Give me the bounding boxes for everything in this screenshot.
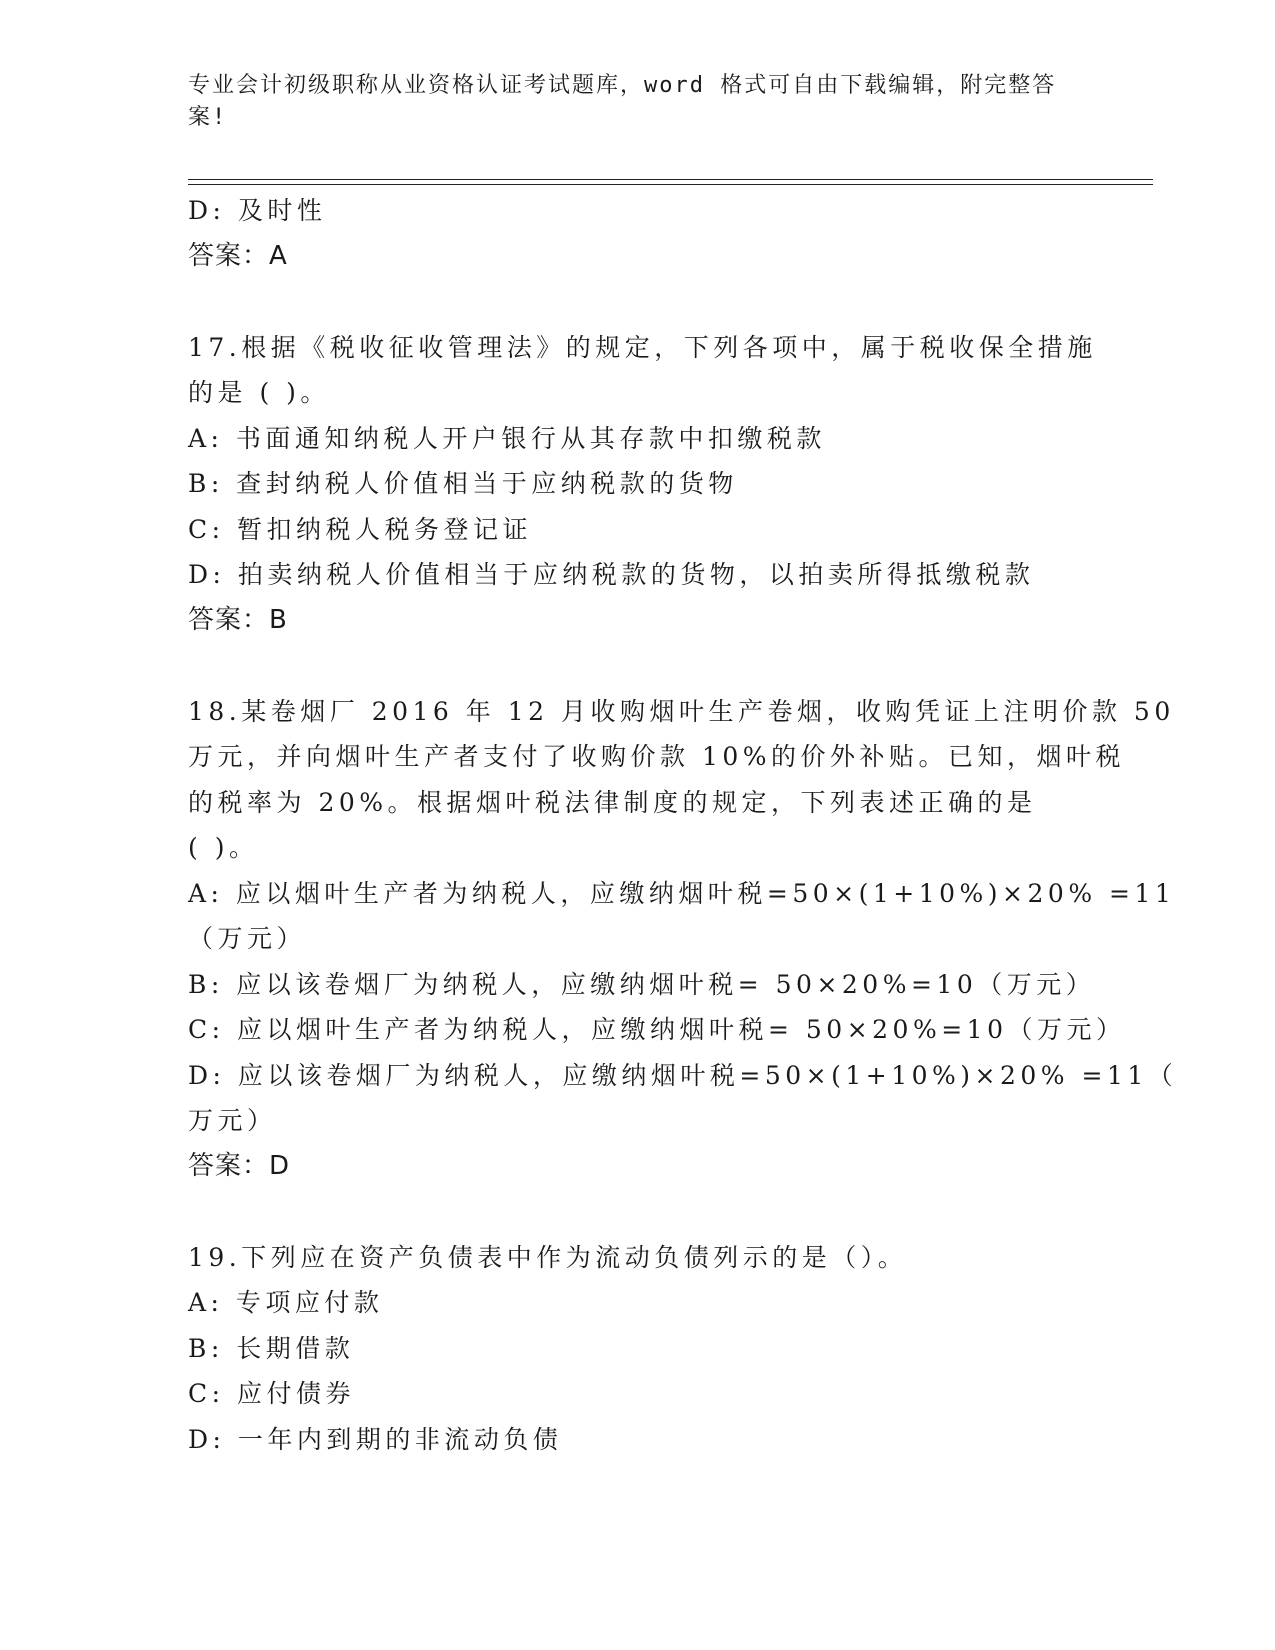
option-b: B: 长期借款 <box>188 1333 355 1363</box>
option-a: A: 专项应付款 <box>188 1288 384 1317</box>
option-a: A: 应以烟叶生产者为纳税人，应缴纳烟叶税=50×(1+10%)×20% =11 <box>188 878 1176 908</box>
document-body <box>188 188 1178 1462</box>
option-b: B: 查封纳税人价值相当于应纳税款的货物 <box>188 469 738 498</box>
question-stem: 18.某卷烟厂 2016 年 12 月收购烟叶生产卷烟，收购凭证上注明价款 50 <box>188 696 1175 726</box>
question-stem: 的是 ( )。 <box>188 378 330 407</box>
option-d: D: 拍卖纳税人价值相当于应纳税款的货物，以拍卖所得抵缴税款 <box>188 560 1035 589</box>
option-d: D: 应以该卷烟厂为纳税人，应缴纳烟叶税=50×(1+10%)×20% =11（ <box>188 1060 1178 1090</box>
question-19 <box>188 1235 1088 1463</box>
option-b: B: 应以该卷烟厂为纳税人，应缴纳烟叶税= 50×20%=10（万元） <box>188 969 1096 999</box>
option-d-continued: 万元） <box>188 1106 277 1135</box>
previous-question-tail <box>188 188 1088 279</box>
question-17 <box>188 325 1097 644</box>
page-header <box>188 70 1088 134</box>
answer-label: 答案：D <box>188 1150 291 1181</box>
option-c: C: 应付债券 <box>188 1379 355 1408</box>
question-stem: 17.根据《税收征收管理法》的规定，下列各项中，属于税收保全措施 <box>188 332 1097 362</box>
option-d: D: 一年内到期的非流动负债 <box>188 1424 563 1454</box>
question-stem: ( )。 <box>188 833 259 862</box>
option-a: A: 书面通知纳税人开户银行从其存款中扣缴税款 <box>188 423 826 453</box>
spacer <box>188 643 1088 689</box>
question-stem: 19.下列应在资产负债表中作为流动负债列示的是（）。 <box>188 1242 908 1272</box>
header-line-1: 专业会计初级职称从业资格认证考试题库，word 格式可自由下载编辑，附完整答 <box>188 73 1057 98</box>
spacer <box>188 279 1088 325</box>
option-c: C: 应以烟叶生产者为纳税人，应缴纳烟叶税= 50×20%=10（万元） <box>188 1015 1126 1044</box>
question-stem: 的税率为 20%。根据烟叶税法律制度的规定，下列表述正确的是 <box>188 787 1037 817</box>
option-d: D: 及时性 <box>188 196 327 225</box>
header-divider-top <box>188 179 1153 180</box>
header-line-2: 案! <box>188 105 228 130</box>
spacer <box>188 1189 1088 1235</box>
question-stem: 万元，并向烟叶生产者支付了收购价款 10%的价外补贴。已知，烟叶税 <box>188 742 1126 771</box>
header-divider-bottom <box>188 184 1153 185</box>
answer-label: 答案：A <box>188 240 288 271</box>
answer-label: 答案：B <box>188 604 288 635</box>
option-a-continued: （万元） <box>188 924 307 953</box>
question-18 <box>188 689 1178 1190</box>
option-c: C: 暂扣纳税人税务登记证 <box>188 514 532 544</box>
